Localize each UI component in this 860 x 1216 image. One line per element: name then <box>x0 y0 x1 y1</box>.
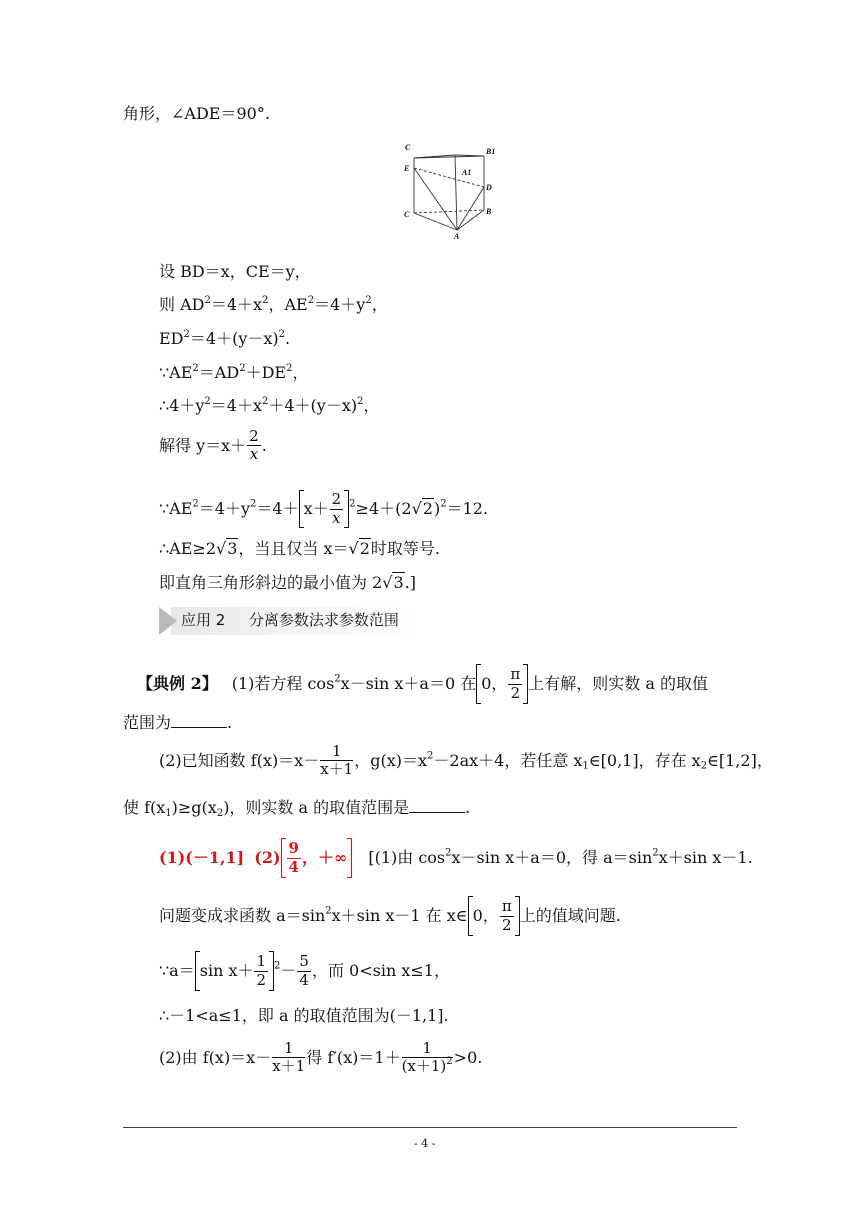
section-header <box>181 613 399 628</box>
edge <box>414 213 457 230</box>
text-span: sin x＋ <box>199 961 254 980</box>
text-span: ＋4＋(y－x) <box>268 396 358 415</box>
text-span: ) <box>433 499 441 518</box>
figure-label: B1 <box>486 147 496 156</box>
text-span: . <box>465 798 471 817</box>
fraction: $\frac{1}{(x+1)^2}$ <box>401 1039 453 1076</box>
answer-1: (1)(－1,1] <box>159 848 245 867</box>
text-span: ＝AD <box>198 363 240 382</box>
fraction: $\frac{2}{x}$ <box>249 427 259 464</box>
fraction: $\frac{\pi}{2}$ <box>501 897 512 934</box>
answer-blank <box>171 727 227 728</box>
text-span: x－sin x＋a＝0 在 <box>340 674 477 693</box>
text-span: 得 f′(x)＝1＋ <box>306 1047 401 1067</box>
edge <box>455 155 457 230</box>
text-span: ＝4＋x <box>210 295 263 314</box>
prism-figure <box>400 140 500 240</box>
fraction: $\frac{2}{x}$ <box>331 490 342 527</box>
bracket <box>281 838 286 878</box>
text-span: ∈[1,2]， <box>707 750 773 770</box>
text-line: 【典例 2】 (1)若方程 $\cos^2x-\sin$ x＋a＝0 在 0， $\frac{\pi}{2}$ 上有解，则实数 a 的取值 <box>137 664 708 704</box>
figure-label: B <box>486 207 492 216</box>
text-span: x＋sin x－1 在 x∈ <box>331 906 468 925</box>
text-span: (2)已知函数 f(x)＝x－ <box>159 750 320 770</box>
text-span: .] <box>404 573 416 592</box>
radical: √3 <box>382 573 404 592</box>
text-span: 时取等号. <box>370 539 440 558</box>
text-span: ，＋∞ <box>301 848 348 867</box>
text-span: ， <box>363 396 380 415</box>
text-line: (2)已知函数 f(x)＝x－ $\frac{1}{x+1}$ ，$g(x)=x^2-2ax+4$，若任意 $x_1\in[0,1]$，存在 $x_2\in[1,2]$， <box>159 742 773 779</box>
text-line: 则 $AD^2=4+x^2$，$AE^2=4+y^2$， <box>159 295 388 314</box>
footer-rule <box>123 1127 737 1128</box>
section-title: 分离参数法求参数范围 <box>248 611 399 629</box>
text-span: 角形，∠ADE＝90°. <box>123 104 270 123</box>
text-line <box>123 106 270 122</box>
text-line: $\therefore 4+y^2=4+x^2+4+(y-x)^2$， <box>159 396 380 415</box>
text-span: ∴－1<a≤1，即 a 的取值范围为(－1,1]. <box>159 1006 449 1025</box>
figure-label: C <box>405 143 411 152</box>
fraction: $\frac{1}{x+1}$ <box>272 1039 306 1076</box>
text-line: (1)(－1,1] (2) $\frac{9}{4}$ ，＋∞ [(1)由 $\cos^2x-\sin$ x＋a＝0，得 $a=\sin^2x+\sin$ x－1. <box>159 838 753 878</box>
answer-2: (2) <box>254 848 281 867</box>
text-span: >0. <box>453 1047 483 1067</box>
section-arrow-icon <box>159 607 177 635</box>
text-span: ∴AE≥2 <box>159 539 216 558</box>
figure-label: A <box>454 232 460 240</box>
text-span: 上有解，则实数 a 的取值 <box>528 674 708 693</box>
bracket <box>347 838 352 878</box>
text-span: － <box>280 961 297 980</box>
text-span: ED <box>159 329 184 348</box>
text-span: (1)若方程 cos <box>231 674 335 693</box>
text-span: 范围为 <box>123 713 172 732</box>
text-span: ∵AE <box>159 363 193 382</box>
edge <box>457 187 484 230</box>
text-span: 0， <box>472 906 499 925</box>
text-span: . <box>227 713 233 732</box>
text-span: (2)由 f(x)＝x－ <box>159 1047 272 1067</box>
text-span: 使 f(x <box>123 798 166 817</box>
text-line <box>159 575 416 591</box>
edge <box>457 210 484 230</box>
text-span: ∵AE <box>159 499 193 518</box>
text-span: ， <box>371 295 388 314</box>
text-span: ∈[0,1]，存在 x <box>588 750 701 770</box>
text-span: ∴4＋y <box>159 396 205 415</box>
text-span: 即直角三角形斜边的最小值为 2 <box>159 573 383 592</box>
figure-label: C <box>404 210 410 219</box>
radical: √3 <box>216 539 238 558</box>
text-span: ＝4＋(y－x) <box>189 329 279 348</box>
text-line <box>159 541 440 557</box>
text-span: －2ax＋4，若任意 x <box>433 750 583 770</box>
text-span: 设 BD＝x，CE＝y， <box>159 262 311 281</box>
text-span: 问题变成求函数 a＝sin <box>159 906 326 925</box>
text-line <box>159 1008 449 1024</box>
text-span: ＝12. <box>446 499 489 518</box>
fraction: $\frac{1}{x+1}$ <box>320 742 354 779</box>
radical: √2 <box>411 499 433 518</box>
text-span: ，而 0<sin x≤1， <box>311 961 450 980</box>
text-span: . <box>285 329 291 348</box>
text-span: x－sin x＋a＝0，得 a＝sin <box>451 848 653 867</box>
text-span: )，则实数 a 的取值范围是 <box>223 798 410 817</box>
text-span: ＝4＋x <box>210 396 262 415</box>
text-line: $\because AE^2=AD^2+DE^2$， <box>159 363 309 382</box>
fraction: $\frac{5}{4}$ <box>299 952 309 989</box>
section-label: 应用 2 <box>181 611 226 629</box>
text-line: $\because AE^2=4+y^2=4+ x+$ $\frac{2}{x}$ $^2\ge 4+(2√2)^2=12$. <box>159 490 489 527</box>
radical: √2 <box>348 539 370 558</box>
edge <box>414 168 484 187</box>
text-span: x＋sin x－1. <box>658 848 753 867</box>
edge <box>414 168 457 230</box>
text-line <box>159 428 267 464</box>
figure-label: A1 <box>462 168 472 177</box>
answer-blank <box>409 812 465 813</box>
text-span: 0， <box>481 674 508 693</box>
text-span: ＝4＋y <box>198 499 251 518</box>
figure-label: E <box>404 164 410 173</box>
text-span: ≥4＋(2 <box>355 499 412 518</box>
text-line: ∵a＝ sin x＋ $\frac{1}{2}$ $^2$－ $\frac{5}{4}$ ，而 0<sin x≤1， <box>159 951 450 991</box>
text-span: ＝4＋y <box>314 295 366 314</box>
text-span: x＋ <box>303 499 329 518</box>
figure-label: D <box>486 183 492 192</box>
text-span: )≥g(x <box>171 798 217 817</box>
fraction: $\frac{\pi}{2}$ <box>510 665 521 702</box>
text-span: ＋DE <box>245 363 287 382</box>
text-line: $ED^2=4+(y-x)^2$. <box>159 329 291 348</box>
text-span: [(1)由 cos <box>368 848 446 867</box>
text-span: ，当且仅当 x＝ <box>238 539 349 558</box>
fraction: $\frac{9}{4}$ <box>288 839 299 876</box>
text-span: 解得 y＝x＋ <box>159 435 247 455</box>
text-span: . <box>261 435 267 455</box>
fraction: $\frac{1}{2}$ <box>256 952 267 989</box>
example-tag: 【典例 2】 <box>137 674 218 693</box>
text-line: 使 $f(x_1)\ge g(x_2)$，则实数 a 的取值范围是 . <box>123 798 471 819</box>
text-line <box>159 264 311 280</box>
text-span: ＝4＋ <box>256 499 299 518</box>
text-span: ，g(x)＝x <box>354 750 428 770</box>
text-line <box>123 715 232 731</box>
text-line <box>159 1040 482 1076</box>
text-span: 上的值域问题. <box>519 906 621 925</box>
page-number: - 4 - <box>414 1137 436 1150</box>
text-line: 问题变成求函数 $a=\sin^2x+\sin$ x－1 在 x∈ 0， $\frac{\pi}{2}$ 上的值域问题. <box>159 896 621 936</box>
text-span: ∵a＝ <box>159 961 195 980</box>
text-span: 则 AD <box>159 295 205 314</box>
text-span: ，AE <box>268 295 308 314</box>
text-span: ， <box>292 363 309 382</box>
edge <box>414 210 484 213</box>
